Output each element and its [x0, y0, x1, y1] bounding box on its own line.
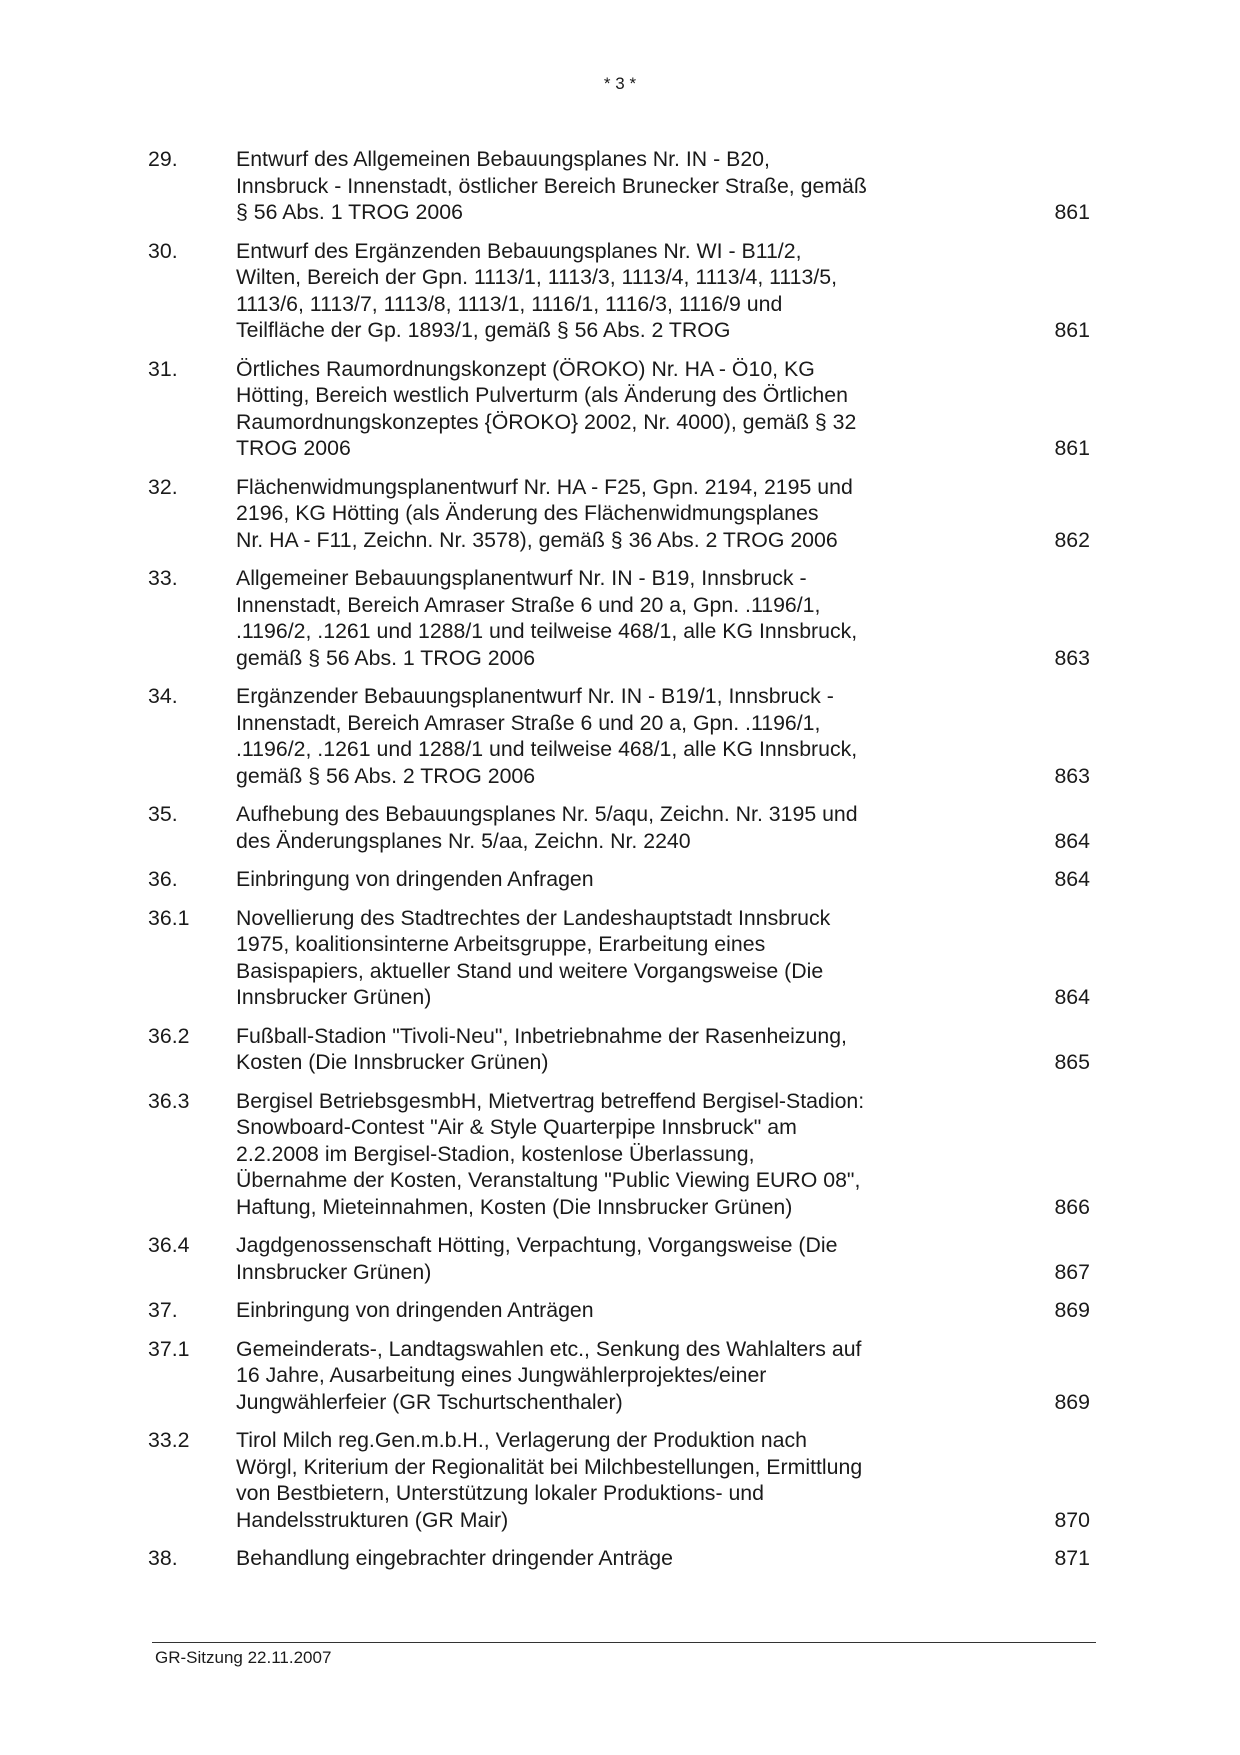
entry-page: 864 [1054, 828, 1090, 853]
entry-number: 37.1 [148, 1336, 190, 1361]
entry-text: Bergisel BetriebsgesmbH, Mietvertrag betreffend Bergisel-Stadion: Snowboard-Contest "Air & Style Quarterpipe Innsbruck" am 2.2.2008 im Bergisel-Stadion, kostenlose Überlassung, Übernahme der Kosten, Veranstaltung "Public Viewing EURO 08", Haftung, Mieteinnahmen, Kosten (Die Innsbrucker Grünen) [236, 1088, 865, 1219]
toc-entry [148, 801, 1096, 854]
toc-entry [148, 683, 1096, 789]
entry-text: Flächenwidmungsplanentwurf Nr. HA - F25, Gpn. 2194, 2195 und 2196, KG Hötting (als Änderung des Flächenwidmungsplanes Nr. HA - F11, Zeichn. Nr. 3578), gemäß § 36 Abs. 2 TROG 2006 [236, 474, 853, 552]
toc-entry [148, 1023, 1096, 1076]
toc-entry [148, 1232, 1096, 1285]
toc-entry [148, 1336, 1096, 1416]
entry-number: 38. [148, 1546, 178, 1570]
entry-page: 863 [1054, 645, 1090, 670]
entry-page: 861 [1054, 200, 1090, 224]
entry-number: 37. [148, 1298, 178, 1322]
toc-entry [148, 565, 1096, 671]
footer-divider [152, 1642, 1096, 1643]
entry-page: 871 [1054, 1546, 1090, 1570]
entry-page: 869 [1054, 1389, 1090, 1414]
entry-page: 865 [1054, 1050, 1090, 1074]
entry-number: 34. [148, 684, 178, 708]
entry-number: 30. [148, 238, 178, 263]
entry-text: Einbringung von dringenden Anträgen [236, 1298, 594, 1322]
entry-number: 36.2 [148, 1023, 190, 1048]
entry-text: Entwurf des Ergänzenden Bebauungsplanes Nr. WI - B11/2, Wilten, Bereich der Gpn. 1113/1, 1113/3, 1113/4, 1113/4, 1113/5, 1113/6, 1113/7, 1113/8, 1113/1, 1116/1, 1116/3, 1116/9 und Teilfläche der Gp. 1893/1, gemäß § 56 Abs. 2 TROG [236, 238, 838, 342]
toc-entry [148, 146, 1096, 226]
table-of-contents [148, 146, 1096, 1584]
entry-page: 864 [1054, 985, 1090, 1009]
entry-text: Gemeinderats-, Landtagswahlen etc., Senkung des Wahlalters auf 16 Jahre, Ausarbeitung eines Jungwählerprojektes/einer Jungwählerfeier (GR Tschurtschenthaler) [236, 1336, 862, 1414]
entry-text: Tirol Milch reg.Gen.m.b.H., Verlagerung der Produktion nach Wörgl, Kriterium der Regionalität bei Milchbestellungen, Ermittlung von Bestbietern, Unterstützung lokaler Produktions- und Handelsstrukturen (GR Mair) [236, 1428, 863, 1532]
entry-number: 33. [148, 566, 178, 590]
toc-entry [148, 474, 1096, 554]
entry-number: 29. [148, 147, 178, 171]
toc-entry [148, 238, 1096, 344]
toc-entry [148, 1545, 1096, 1572]
entry-page: 866 [1054, 1194, 1090, 1219]
entry-page: 867 [1054, 1259, 1090, 1284]
entry-page: 870 [1054, 1507, 1090, 1532]
entry-text: Örtliches Raumordnungskonzept (ÖROKO) Nr. HA - Ö10, KG Hötting, Bereich westlich Pulverturm (als Änderung des Örtlichen Raumordnungskonzeptes {ÖROKO} 2002, Nr. 4000), gemäß § 32 TROG 2006 [236, 356, 857, 460]
entry-page: 869 [1054, 1298, 1090, 1322]
entry-page: 863 [1054, 763, 1090, 788]
entry-number: 33.2 [148, 1428, 190, 1452]
entry-page: 861 [1054, 436, 1090, 460]
entry-text: Novellierung des Stadtrechtes der Landeshauptstadt Innsbruck 1975, koalitionsinterne Arbeitsgruppe, Erarbeitung eines Basispapiers, aktueller Stand und weitere Vorgangsweise (Die Innsbrucker Grünen) [236, 905, 831, 1009]
toc-entry [148, 905, 1096, 1011]
entry-text: Aufhebung des Bebauungsplanes Nr. 5/aqu, Zeichn. Nr. 3195 und des Änderungsplanes Nr. 5/aa, Zeichn. Nr. 2240 [236, 802, 858, 853]
toc-entry [148, 1088, 1096, 1221]
entry-number: 31. [148, 356, 178, 381]
page-number: * 3 * [603, 74, 637, 93]
entry-text: Einbringung von dringenden Anfragen [236, 867, 594, 891]
entry-text: Entwurf des Allgemeinen Bebauungsplanes Nr. IN - B20, Innsbruck - Innenstadt, östlicher Bereich Brunecker Straße, gemäß § 56 Abs. 1 TROG 2006 [236, 147, 867, 224]
entry-number: 35. [148, 802, 178, 826]
entry-text: Behandlung eingebrachter dringender Anträge [236, 1546, 673, 1570]
entry-page: 861 [1054, 318, 1090, 342]
entry-text: Jagdgenossenschaft Hötting, Verpachtung, Vorgangsweise (Die Innsbrucker Grünen) [236, 1233, 838, 1284]
entry-text: Ergänzender Bebauungsplanentwurf Nr. IN - B19/1, Innsbruck - Innenstadt, Bereich Amraser Straße 6 und 20 a, Gpn. .1196/1, .1196/2, .1261 und 1288/1 und teilweise 468/1, alle KG Innsbruck, gemäß § 56 Abs. 2 TROG 2006 [236, 684, 858, 788]
entry-text: Fußball-Stadion "Tivoli-Neu", Inbetriebnahme der Rasenheizung, Kosten (Die Innsbrucker Grünen) [236, 1023, 847, 1074]
toc-entry [148, 866, 1096, 893]
entry-page: 862 [1054, 527, 1090, 552]
toc-entry [148, 1297, 1096, 1324]
entry-number: 36. [148, 867, 178, 891]
entry-number: 36.3 [148, 1088, 190, 1113]
entry-number: 36.4 [148, 1233, 190, 1257]
toc-entry [148, 1427, 1096, 1533]
footer-text: GR-Sitzung 22.11.2007 [155, 1648, 332, 1667]
toc-entry [148, 356, 1096, 462]
entry-number: 36.1 [148, 905, 190, 930]
entry-number: 32. [148, 474, 178, 499]
entry-page: 864 [1054, 867, 1090, 891]
entry-text: Allgemeiner Bebauungsplanentwurf Nr. IN - B19, Innsbruck - Innenstadt, Bereich Amraser Straße 6 und 20 a, Gpn. .1196/1, .1196/2, .1261 und 1288/1 und teilweise 468/1, alle KG Innsbruck, gemäß § 56 Abs. 1 TROG 2006 [236, 566, 858, 670]
